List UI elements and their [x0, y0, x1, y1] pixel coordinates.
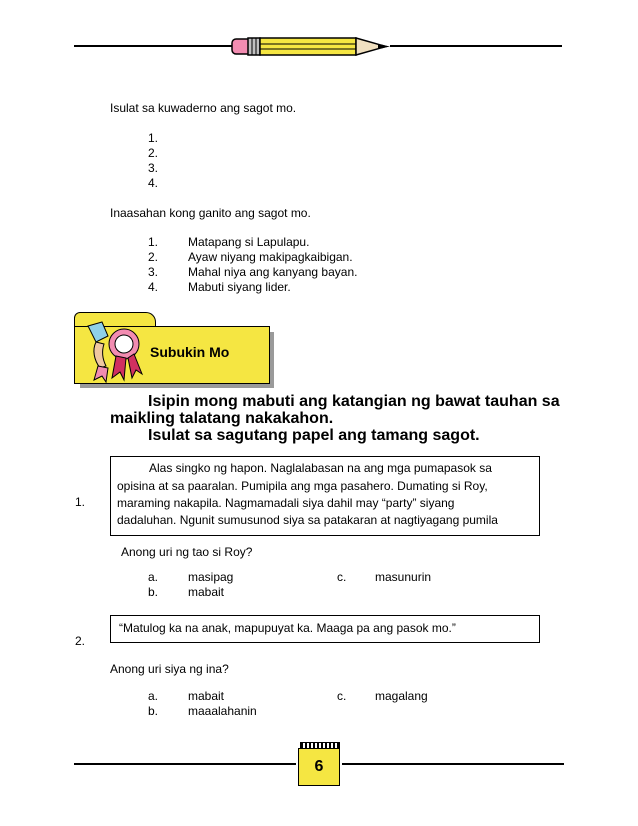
choice-text: masunurin [375, 570, 432, 584]
ribbon-award-icon [84, 316, 146, 386]
choice-letter: c. [337, 570, 347, 584]
footer-rule-left [74, 763, 296, 765]
answer-text: Ayaw niyang makipagkaibigan. [188, 250, 353, 264]
blank-item: 2. [148, 146, 159, 160]
passage-box [110, 615, 540, 643]
passage-line: Alas singko ng hapon. Naglalabasan na ang mga pumapasok sa [149, 461, 492, 475]
passage-line: opisina at sa paaralan. Pumipila ang mga pasahero. Dumating si Roy, [117, 479, 488, 493]
choice-letter: a. [148, 570, 159, 584]
choice-letter: b. [148, 585, 159, 599]
question-text: Anong uri ng tao si Roy? [121, 545, 253, 559]
header-rule-right [390, 45, 562, 47]
blank-item: 3. [148, 161, 159, 175]
answer-text: Matapang si Lapulapu. [188, 235, 310, 249]
choice-text: mabait [188, 585, 225, 599]
top-instruction: Isulat sa kuwaderno ang sagot mo. [110, 101, 297, 115]
choice-letter: b. [148, 704, 159, 718]
instruction-line: Isulat sa sagutang papel ang tamang sagot. [148, 427, 480, 444]
section-title: Subukin Mo [150, 344, 230, 360]
instruction-line: Isipin mong mabuti ang katangian ng bawat tauhan sa [148, 393, 560, 410]
passage-line: dadaluhan. Ngunit sumusunod siya sa patakaran at nagtiyagang pumila [117, 513, 498, 527]
answer-number: 4. [148, 280, 159, 294]
page-number: 6 [314, 758, 324, 775]
header-rule-left [74, 45, 234, 47]
choice-text: masipag [188, 570, 234, 584]
footer-rule-right [342, 763, 564, 765]
answer-text: Mahal niya ang kanyang bayan. [188, 265, 358, 279]
expected-intro: Inaasahan kong ganito ang sagot mo. [110, 206, 311, 220]
question-number: 1. [75, 495, 86, 509]
choice-letter: a. [148, 689, 159, 703]
choice-letter: c. [337, 689, 347, 703]
blank-item: 4. [148, 176, 159, 190]
question-number: 2. [75, 634, 86, 648]
passage-line: “Matulog ka na anak, mapupuyat ka. Maaga pa ang pasok mo.” [119, 621, 456, 635]
page-number-badge [296, 742, 342, 786]
answer-number: 3. [148, 265, 159, 279]
question-text: Anong uri siya ng ina? [110, 662, 229, 676]
choice-text: maaalahanin [188, 704, 257, 718]
choice-text: mabait [188, 689, 225, 703]
answer-number: 1. [148, 235, 159, 249]
passage-line: maraming nakapila. Nagmamadali siya dahil may “party” siyang [117, 496, 455, 510]
blank-item: 1. [148, 131, 159, 145]
answer-number: 2. [148, 250, 159, 264]
pencil-icon [226, 30, 398, 62]
passage-box [110, 456, 540, 536]
instruction-line: maikling talatang nakakahon. [110, 410, 334, 427]
answer-text: Mabuti siyang lider. [188, 280, 291, 294]
section-badge [74, 312, 284, 390]
choice-text: magalang [375, 689, 428, 703]
